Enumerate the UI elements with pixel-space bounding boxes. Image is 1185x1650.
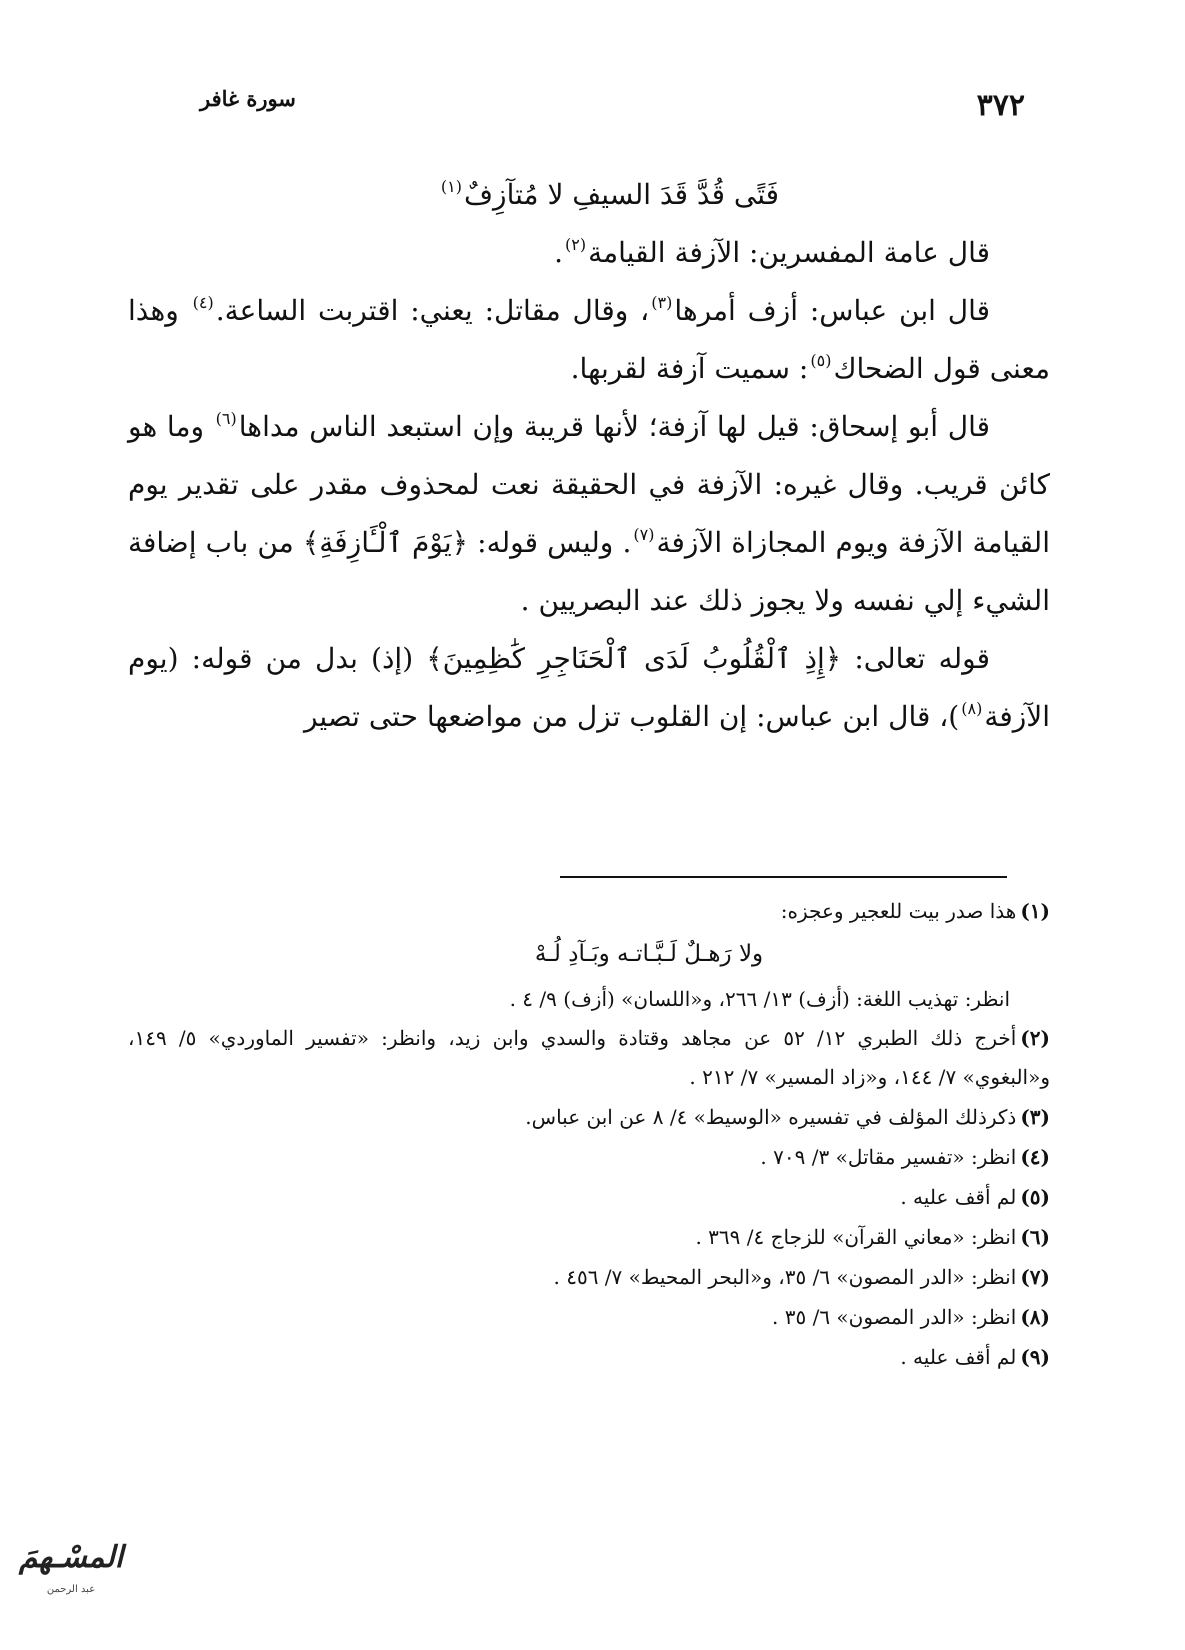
footnote-continuation: انظر: تهذيب اللغة: (أزف) ١٣/ ٢٦٦، و«اللسان» (أزف) ٩/ ٤ . [509,987,1010,1011]
running-title: سورة غافر [200,86,296,111]
quran-quote: ﴿يَوْمَ ٱلْـَٔازِفَةِ﴾ [302,526,469,559]
footnote-text: انظر: «الدر المصون» ٦/ ٣٥، و«البحر المحيط» ٧/ ٤٥٦ . [553,1265,1017,1289]
footnote [128,892,1050,931]
paragraph-text: ، وقال مقاتل: يعني: اقتربت الساعة. [215,294,650,327]
footnote [128,1338,1050,1377]
paragraph-text: : سميت آزفة لقربها. [570,352,809,385]
footnote-text: ذكرذلك المؤلف في تفسيره «الوسيط» ٤/ ٨ عن ابن عباس. [525,1105,1017,1129]
paragraph-2 [128,282,1050,398]
main-text [128,166,1050,746]
footnote [128,1019,1050,1097]
paragraph-1 [128,224,1050,282]
footnote-number: (٧) [1020,1265,1050,1289]
footnote-ref: (٨) [961,699,983,718]
paragraph-text: وما هو كائن قريب. وقال غيره: الآزفة في الحقيقة نعت لمحذوف مقدر على تقدير يوم القيامة الآزفة ويوم المجازاة الآزفة [128,410,1050,559]
paragraph-text: قال عامة المفسرين: الآزفة القيامة [588,236,990,269]
footnote [128,1218,1050,1257]
footnote [128,1098,1050,1137]
logo-text: المسْـهمَ [18,1540,124,1575]
paragraph-text: . وليس قوله: [477,526,632,559]
paragraph-text: من باب إضافة الشيء إلي نفسه ولا يجوز ذلك عند البصريين . [128,526,1050,617]
footnotes [128,892,1050,1378]
paragraph-3 [128,398,1050,630]
footnote-ref: (٢) [565,235,587,254]
footnote-text: انظر: «تفسير مقاتل» ٣/ ٧٠٩ . [760,1145,1017,1169]
paragraph-text: قوله تعالى: [841,642,990,675]
footnote-ref: (٥) [810,351,832,370]
logo-subtext: عبد الرحمن [46,1584,96,1595]
page-header [200,80,1025,130]
footnote-number: (١) [1020,899,1050,923]
verse-text: فَتًى قُدَّ قَدَ السيفِ لا مُتآزِفٌ [464,178,780,211]
footnote-text: أخرج ذلك الطبري ١٢/ ٥٢ عن مجاهد وقتادة والسدي وابن زيد، وانظر: «تفسير الماوردي» ٥/ ١٤٩، و«البغوي» ٧/ ١٤٤، و«زاد المسير» ٧/ ٢١٢ . [128,1026,1050,1089]
footnote-text: لم أقف عليه . [900,1185,1017,1209]
paragraph-text: وهذا معنى قول الضحاك [128,294,1050,385]
paragraph-text: (إذ) بدل من قوله: (يوم الآزفة [128,642,1050,733]
footnote-number: (٨) [1020,1305,1050,1329]
paragraph-text: قال ابن عباس: أزف أمرها [674,294,990,327]
footnote-ref: (٣) [651,293,673,312]
footnote-text: انظر: «الدر المصون» ٦/ ٣٥ . [772,1305,1017,1329]
footnote [128,1298,1050,1337]
poetry-verse [168,166,1050,224]
footnote-poem: ولا رَهـلٌ لَـبَّـاتـه وبَـآدِ لُـهْ [534,941,764,967]
library-logo [6,1540,136,1610]
footnote [128,1138,1050,1177]
footnote-number: (٢) [1020,1026,1050,1050]
footnote-ref: (١) [440,177,463,196]
footnote-text: انظر: «معاني القرآن» للزجاج ٤/ ٣٦٩ . [695,1225,1017,1249]
footnote-number: (٥) [1020,1185,1050,1209]
footnote-number: (٤) [1020,1145,1050,1169]
footnote [128,1258,1050,1297]
footnote [128,1178,1050,1217]
paragraph-text: )، قال ابن عباس: إن القلوب تزل من مواضعها حتى تصير [303,700,960,733]
footnote-ref: (٧) [633,525,655,544]
paragraph-4 [128,630,1050,746]
footnote-text: لم أقف عليه . [900,1345,1017,1369]
paragraph-text: قال أبو إسحاق: قيل لها آزفة؛ لأنها قريبة وإن استبعد الناس مداها [238,410,990,443]
paragraph-text: . [554,236,564,269]
footnote-ref: (٦) [215,409,237,428]
footnote-ref: (٤) [192,293,214,312]
quran-quote: ﴿إِذِ ٱلْقُلُوبُ لَدَى ٱلْحَنَاجِرِ كَٰظِمِينَ﴾ [426,642,842,675]
footnote-separator [560,876,1007,878]
footnote-number: (٩) [1020,1345,1050,1369]
footnote-number: (٦) [1020,1225,1050,1249]
footnote-text: هذا صدر بيت للعجير وعجزه: [780,899,1017,923]
page-number: ٣٧٢ [976,88,1025,123]
footnote-number: (٣) [1020,1105,1050,1129]
